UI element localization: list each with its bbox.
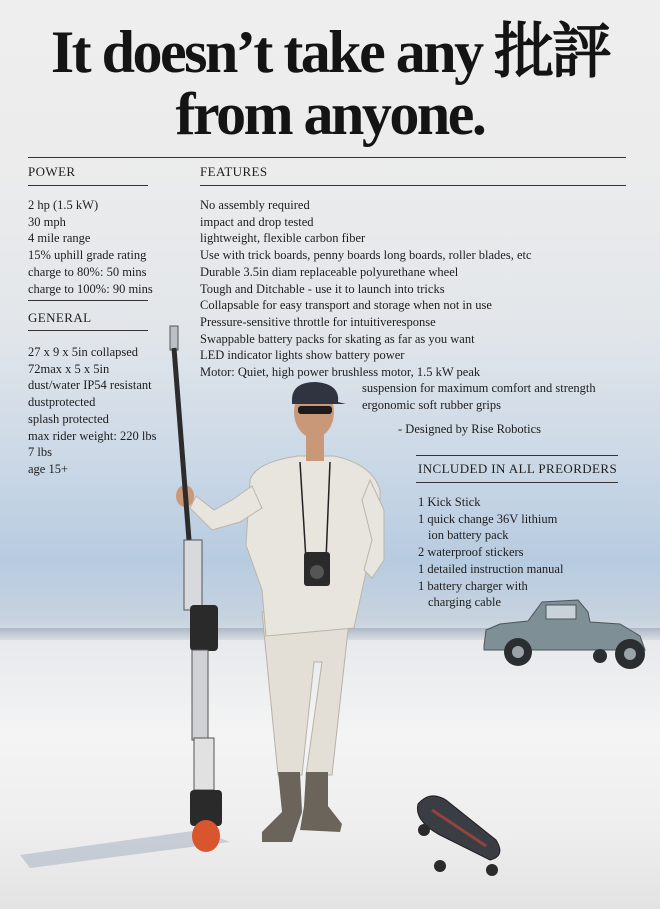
included-list (418, 494, 563, 611)
general-item: dustprotected (28, 395, 96, 410)
included-heading: INCLUDED IN ALL PREORDERS (418, 461, 618, 476)
general-item: 72max x 5 x 5in (28, 361, 110, 376)
features-rule (200, 185, 626, 186)
top-rule (28, 157, 626, 158)
feature-item: LED indicator lights show battery power (200, 348, 405, 363)
headline-line-2: from anyone. (175, 81, 485, 147)
feature-item: No assembly required (200, 198, 310, 212)
included-top-rule (416, 455, 618, 456)
power-item: 2 hp (1.5 kW) (28, 198, 99, 212)
power-item: 4 mile range (28, 231, 91, 246)
feature-item: Collapsable for easy transport and storage when not in use (200, 298, 492, 313)
included-item: 1 battery charger with (418, 578, 528, 593)
designer-credit: - Designed by Rise Robotics (398, 422, 542, 436)
included-item: ion battery pack (428, 528, 509, 543)
feature-item: suspension for maximum comfort and strength (362, 381, 596, 395)
general-item: max rider weight: 220 lbs (28, 428, 157, 443)
feature-item: Durable 3.5in diam replaceable polyurethane wheel (200, 264, 459, 279)
included-rule (416, 482, 618, 483)
general-item: 7 lbs (28, 445, 52, 460)
included-item: 1 quick change 36V lithium (418, 511, 558, 526)
feature-item: Swappable battery packs for skating as far as you want (200, 331, 475, 346)
feature-item: Motor: Quiet, high power brushless motor, 1.5 kW peak (200, 365, 481, 380)
general-item: age 15+ (28, 461, 69, 476)
feature-item: Use with trick boards, penny boards long boards, roller blades, etc (200, 248, 532, 263)
general-list (28, 344, 156, 478)
power-heading: POWER (28, 164, 76, 179)
power-list (28, 197, 153, 297)
feature-item: lightweight, flexible carbon fiber (200, 231, 366, 246)
feature-item: impact and drop tested (200, 214, 314, 229)
included-item: charging cable (428, 595, 501, 610)
features-heading: FEATURES (200, 164, 268, 179)
included-item: 1 detailed instruction manual (418, 561, 564, 576)
general-item: dust/water IP54 resistant (28, 378, 152, 393)
general-item: splash protected (28, 411, 109, 426)
features-extra-list (362, 380, 596, 413)
power-item: 15% uphill grade rating (28, 248, 147, 263)
feature-item: Tough and Ditchable - use it to launch into tricks (200, 281, 445, 296)
included-item: 1 Kick Stick (418, 495, 481, 509)
general-rule (28, 330, 148, 331)
power-item: charge to 100%: 90 mins (28, 281, 153, 296)
general-item: 27 x 9 x 5in collapsed (28, 345, 139, 359)
general-top-rule (28, 300, 148, 301)
included-item: 2 waterproof stickers (418, 545, 524, 560)
features-list (200, 197, 532, 381)
feature-item: Pressure-sensitive throttle for intuitiveresponse (200, 314, 436, 329)
kick-stick (170, 326, 222, 852)
skateboard (417, 796, 499, 876)
power-item: charge to 80%: 50 mins (28, 264, 147, 279)
power-item: 30 mph (28, 214, 66, 229)
feature-item: ergonomic soft rubber grips (362, 397, 501, 412)
headline-line-1: It doesn’t take any 批評 (50, 19, 610, 85)
general-heading: GENERAL (28, 310, 92, 325)
power-rule (28, 185, 148, 186)
